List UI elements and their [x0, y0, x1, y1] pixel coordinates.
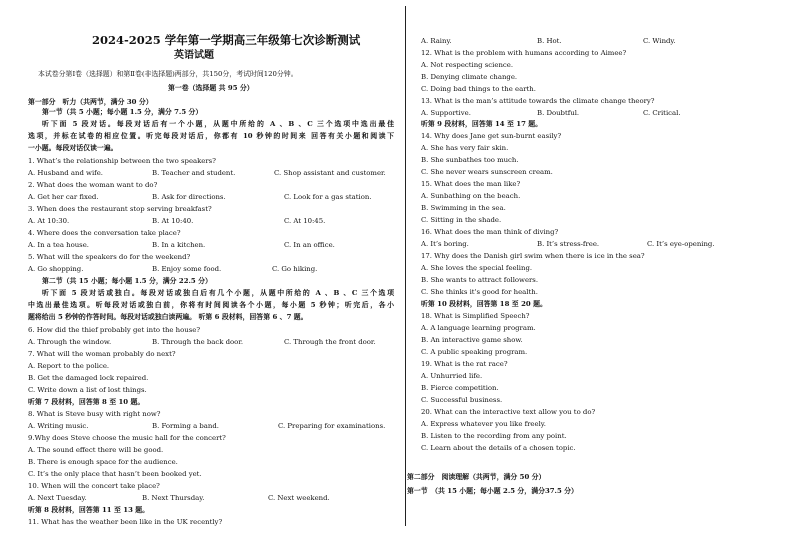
question-14: 14. Why does Jane get sun-burnt easily?	[421, 132, 562, 140]
option-b: B. Next Thursday.	[142, 494, 205, 502]
question-2: 2. What does the woman want to do?	[28, 181, 158, 189]
option-c: C. Preparing for examinations.	[278, 422, 386, 430]
material-10-instruction: 听第 10 段材料，回答第 18 至 20 题。	[421, 300, 547, 308]
part1-heading: 第一部分 听力（共两节，满分 30 分）	[28, 98, 153, 106]
option-c: C. Successful business.	[421, 396, 503, 404]
option-a: A. She has very fair skin.	[421, 144, 509, 152]
question-16: 16. What does the man think of diving?	[421, 228, 559, 236]
exam-subtitle: 英语试题	[174, 50, 214, 61]
option-b: B. Listen to the recording from any point.	[421, 432, 567, 440]
option-a: A. Next Tuesday.	[28, 494, 87, 502]
option-a: A. Get her car fixed.	[28, 193, 99, 201]
option-b: B. Doubtful.	[537, 109, 580, 117]
option-b: B. Teacher and student.	[152, 169, 236, 177]
option-a: A. Rainy.	[421, 37, 452, 45]
option-c: C. Look for a gas station.	[284, 193, 372, 201]
question-11: 11. What has the weather been like in the UK recently?	[28, 518, 223, 526]
option-c: C. Through the front door.	[284, 338, 376, 346]
question-8: 8. What is Steve busy with right now?	[28, 410, 161, 418]
option-a: A. It’s boring.	[421, 240, 469, 248]
option-c: C. Learn about the details of a chosen topic.	[421, 444, 576, 452]
material-9-instruction: 听第 9 段材料，回答第 14 至 17 题。	[421, 120, 543, 128]
option-a: A. Supportive.	[421, 109, 471, 117]
option-a: A. Go shopping.	[28, 265, 84, 273]
question-9: 9.Why does Steve choose the music hall for the concert?	[28, 434, 226, 442]
option-b: B. She sunbathes too much.	[421, 156, 519, 164]
section1-directions: 一小题。每段对话仅读一遍。	[28, 144, 118, 152]
option-b: B. It’s stress-free.	[537, 240, 600, 248]
option-a: A. Express whatever you like freely.	[421, 420, 546, 428]
question-6: 6. How did the thief probably get into the house?	[28, 326, 201, 334]
option-a: A. The sound effect there will be good.	[28, 446, 164, 454]
option-b: B. Ask for directions.	[152, 193, 226, 201]
column-divider	[405, 6, 406, 526]
option-b: B. Fierce competition.	[421, 384, 499, 392]
option-a: A. Writing music.	[28, 422, 89, 430]
option-a: A. At 10:30.	[28, 217, 70, 225]
section1-directions: 听下面 5 段对话。每段对话后有一个小题，从题中所给的 A 、B 、C 三个选项中选出最佳	[42, 120, 394, 128]
question-10: 10. When will the concert take place?	[28, 482, 160, 490]
question-3: 3. When does the restaurant stop serving breakfast?	[28, 205, 212, 213]
question-4: 4. Where does the conversation take place?	[28, 229, 181, 237]
section1-directions: 选项，并标在试卷的相应位置。听完每段对话后，你都有 10 秒钟的时间来 回答有关小题和阅读下	[28, 132, 394, 140]
section2-directions: 中选出最佳选项。听每段对话或独白前，你将有时间阅读各个小题，每小题 5 秒钟；听完后，各小	[28, 301, 394, 309]
option-c: C. Shop assistant and customer.	[274, 169, 386, 177]
option-c: C. It’s the only place that hasn’t been booked yet.	[28, 470, 202, 478]
option-a: A. Through the window.	[28, 338, 112, 346]
option-a: A. A language learning program.	[421, 324, 536, 332]
option-c: C. Go hiking.	[272, 265, 318, 273]
option-c: C. In an office.	[284, 241, 335, 249]
part2-section1-heading: 第一节 （共 15 小题；每小题 2.5 分，满分37.5 分）	[407, 487, 578, 495]
option-b: B. Get the damaged lock repaired.	[28, 374, 149, 382]
exam-title: 2024-2025 学年第一学期高三年级第七次诊断测试	[92, 33, 361, 47]
question-17: 17. Why does the Danish girl swim when there is ice in the sea?	[421, 252, 645, 260]
option-c: C. It’s eye-opening.	[647, 240, 715, 248]
question-1: 1. What’s the relationship between the two speakers?	[28, 157, 216, 165]
option-b: B. At 10:40.	[152, 217, 194, 225]
question-20: 20. What can the interactive text allow you to do?	[421, 408, 596, 416]
material-8-instruction: 听第 8 段材料，回答第 11 至 13 题。	[28, 506, 150, 514]
option-a: A. Sunbathing on the beach.	[421, 192, 521, 200]
option-a: A. Husband and wife.	[28, 169, 103, 177]
option-a: A. She loves the special feeling.	[421, 264, 533, 272]
section2-directions: 听下面 5 段对话或独白。每段对话或独白后有几个小题，从题中所给的 A 、B 、C 三个选项	[42, 289, 394, 297]
question-19: 19. What is the rat race?	[421, 360, 508, 368]
option-b: B. Through the back door.	[152, 338, 244, 346]
option-b: B. There is enough space for the audience.	[28, 458, 178, 466]
material-7-instruction: 听第 7 段材料，回答第 8 至 10 题。	[28, 398, 145, 406]
volume-heading: 第一卷（选择题 共 95 分）	[168, 84, 254, 92]
option-c: C. Windy.	[643, 37, 676, 45]
exam-intro: 本试卷分第Ⅰ卷（选择题）和第Ⅱ卷(非选择题)两部分，共150分，考试时间120分钟。	[38, 70, 298, 78]
option-c: C. Doing bad things to the earth.	[421, 85, 536, 93]
option-c: C. Next weekend.	[268, 494, 330, 502]
section1-heading: 第一节（共 5 小题；每小题 1.5 分，满分 7.5 分）	[42, 108, 203, 116]
question-7: 7. What will the woman probably do next?	[28, 350, 176, 358]
section2-heading: 第二节（共 15 小题；每小题 1.5 分，满分 22.5 分）	[42, 277, 212, 285]
question-13: 13. What is the man’s attitude towards the climate change theory?	[421, 97, 655, 105]
option-a: A. Not respecting science.	[421, 61, 514, 69]
option-b: B. In a kitchen.	[152, 241, 206, 249]
option-a: A. Unhurried life.	[421, 372, 483, 380]
option-b: B. Hot.	[537, 37, 562, 45]
option-a: A. In a tea house.	[28, 241, 89, 249]
option-a: A. Report to the police.	[28, 362, 110, 370]
option-c: C. She thinks it's good for health.	[421, 288, 538, 296]
option-b: B. Forming a band.	[152, 422, 219, 430]
option-b: B. Enjoy some food.	[152, 265, 222, 273]
question-15: 15. What does the man like?	[421, 180, 521, 188]
question-12: 12. What is the problem with humans according to Aimee?	[421, 49, 627, 57]
option-b: B. Swimming in the sea.	[421, 204, 506, 212]
option-c: C. Sitting in the shade.	[421, 216, 502, 224]
option-b: B. An interactive game show.	[421, 336, 523, 344]
part2-heading: 第二部分 阅读理解（共两节，满分 50 分）	[407, 473, 546, 481]
option-c: C. Critical.	[643, 109, 681, 117]
option-c: C. She never wears sunscreen cream.	[421, 168, 553, 176]
option-c: C. A public speaking program.	[421, 348, 528, 356]
question-18: 18. What is Simplified Speech?	[421, 312, 530, 320]
option-b: B. Denying climate change.	[421, 73, 518, 81]
option-b: B. She wants to attract followers.	[421, 276, 539, 284]
section2-directions: 题将给出 5 秒钟的作答时间。每段对话或独白读两遍。 听第 6 段材料，回答第 6 、7 题。	[28, 313, 308, 321]
option-c: C. At 10:45.	[284, 217, 326, 225]
question-5: 5. What will the speakers do for the weekend?	[28, 253, 191, 261]
option-c: C. Write down a list of lost things.	[28, 386, 147, 394]
